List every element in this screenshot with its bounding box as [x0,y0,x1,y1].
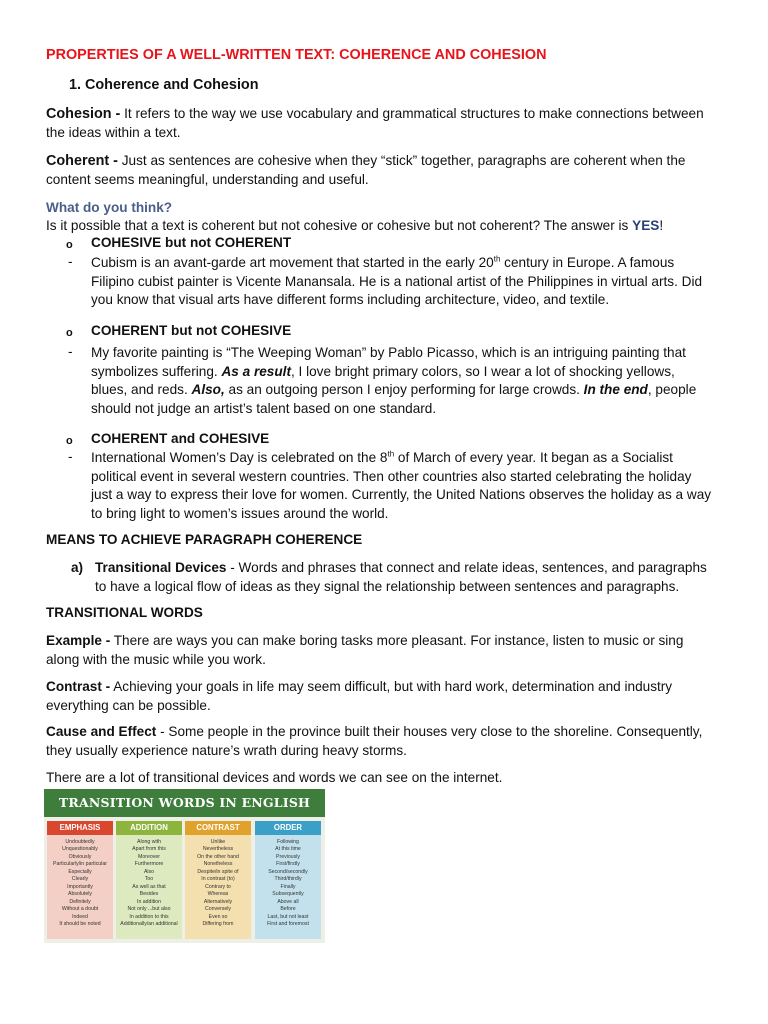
case3-heading: COHERENT and COHESIVE [91,431,270,446]
chart-word: In contrast (to) [201,876,235,883]
chart-word: Unlike [210,839,226,845]
question-end: ! [659,218,664,233]
chart-word: Following [277,839,299,845]
chart-column-header: CONTRAST [185,821,251,835]
chart-word: Despite/in spite of [197,868,239,875]
chart-word: Even so [208,913,228,920]
chart-word: Indeed [72,913,88,920]
emphasis-phrase: In the end [583,382,648,398]
case1-line: century in Europe. A famous [500,255,675,270]
chart-word: Importantly [67,883,93,890]
coherent-term: Coherent - [46,153,118,169]
chart-word: Contrary to [205,883,231,890]
chart-column-header: EMPHASIS [47,821,113,835]
chart-word: Not only ...but also [127,906,171,913]
chart-word: Differing from [202,920,234,927]
case1-line: Filipino cubist painter is Vicente Manansala. He is a national artist of the Philippines in virtual arts. Did [91,273,703,289]
case3-line: political event in several western countries. Then other countries also started celebrating the holiday [91,468,692,484]
cause-effect-term: Cause and Effect [46,724,157,739]
superscript: th [493,254,501,264]
chart-word: Last, but not least [267,913,309,920]
cohesion-definition [46,105,736,142]
chart-column-header: ORDER [255,821,321,835]
chart-column-addition [116,821,182,939]
chart-word: Before [280,906,296,913]
transitional-devices-term: Transitional Devices [95,560,227,575]
chart-word: Along with [137,839,161,845]
chart-word: Third/thirdly [274,876,302,883]
cohesion-text-2: the ideas within a text. [46,124,181,140]
chart-word: First/firstly [276,861,300,868]
chart-word: It should be noted [59,920,101,927]
chart-column-header: ADDITION [116,821,182,835]
case3-line: International Women’s Day is celebrated on the 8 [91,450,388,465]
transition-words-chart [44,789,325,943]
chart-word: Previously [276,853,300,860]
case2-line: My favorite painting is “The Weeping Woman” by Pablo Picasso, which is an intriguing painting that [91,345,686,360]
transitional-devices-definition [95,559,735,596]
contrast-text: Achieving your goals in life may seem difficult, but with hard work, determination and industry [110,679,673,694]
bullet-marker: o [66,435,73,447]
chart-column-emphasis [47,821,113,939]
example-term: Example - [46,633,111,648]
example-text: along with the music while you work. [46,651,266,667]
chart-word: Apart from this [132,846,166,853]
chart-word: Absolutely [68,891,92,898]
case3-line: just a way to express their love for women. Currently, the United Nations observes the holiday as a way [91,487,712,503]
contrast-term: Contrast - [46,679,111,694]
chart-word: Particularly/in particular [53,861,107,868]
chart-word: Furthermore [134,861,164,868]
case2-paragraph [91,344,731,418]
case2-heading: COHERENT but not COHESIVE [91,323,292,338]
case3-paragraph [91,449,731,523]
dash-marker: - [68,254,73,269]
question-text [46,217,736,236]
coherent-text-2: content seems meaningful, understanding and useful. [46,171,369,187]
means-heading: MEANS TO ACHIEVE PARAGRAPH COHERENCE [46,532,363,547]
chart-word: Unquestionably [62,846,98,853]
chart-word: As well as that [132,883,166,890]
emphasis-phrase: Also, [191,382,225,398]
cohesion-term: Cohesion - [46,106,121,122]
chart-word: Finally [280,883,296,890]
closing-text: There are a lot of transitional devices and words we can see on the internet. [46,770,503,785]
dash-marker: - [68,449,73,464]
cause-effect-text: they usually experience nature’s wrath during heavy storms. [46,742,407,758]
chart-word: Definitely [69,898,91,905]
case2-line: blues, and reds. [91,382,192,398]
coherent-text: Just as sentences are cohesive when they “stick” together, paragraphs are coherent when the [117,153,686,168]
chart-word: In addition to this [129,913,169,920]
chart-word: Moreover [138,853,160,860]
chart-word: Obviously [68,853,92,860]
cause-effect-definition [46,723,736,760]
chart-word: Conversely [205,906,231,913]
example-definition [46,632,736,669]
chart-word: Also [143,868,155,875]
chart-word: Second/secondly [268,868,308,875]
case1-line: you know that visual arts have different forms including architecture, video, and textile. [91,292,610,308]
coherent-definition [46,152,736,189]
list-marker: a) [71,560,84,575]
chart-word: Clearly [71,876,89,883]
cause-effect-text: - Some people in the province built their houses very close to the shoreline. Consequently, [156,724,703,739]
case2-line: , people [647,382,697,398]
superscript: th [387,449,395,459]
chart-column-body [116,835,182,939]
emphasis-phrase: As a result [221,363,291,379]
case3-line: of March of every year. It began as a Socialist [394,450,673,465]
contrast-definition [46,678,736,715]
chart-word: At this time [275,846,301,853]
dash-marker: - [68,344,73,359]
chart-column-order [255,821,321,939]
case2-line: , I love bright primary colors, so I wear a lot of shocking yellows, [290,363,675,379]
chart-column-body [185,835,251,939]
case2-line: as an outgoing person I enjoy performing for large crowds. [224,382,584,398]
case1-paragraph [91,254,731,310]
yes-answer: YES [632,218,660,233]
case2-line: symbolizes suffering. [91,363,222,379]
transitional-devices-text: to have a logical flow of ideas as they signal the relationship between sentences and paragraphs. [95,578,680,594]
chart-word: Nonetheless [203,861,233,868]
question-body: Is it possible that a text is coherent but not cohesive or cohesive but not coherent? The answer is [46,218,633,233]
chart-word: Besides [139,891,159,898]
chart-word: Above all [277,898,299,905]
chart-word: Whereas [207,891,229,898]
case2-line: should not judge an artist’s talent based on one standard. [91,400,437,416]
section-heading: 1. Coherence and Cohesion [69,77,259,93]
cohesion-text: It refers to the way we use vocabulary and grammatical structures to make connections between [120,106,704,121]
chart-word: Especially [68,868,92,875]
example-text: There are ways you can make boring tasks more pleasant. For instance, listen to music or sing [110,633,684,648]
chart-column-contrast [185,821,251,939]
chart-column-body [47,835,113,939]
chart-title: TRANSITION WORDS IN ENGLISH [44,789,325,817]
chart-word: Too [144,876,154,883]
case1-heading: COHESIVE but not COHERENT [91,235,292,250]
chart-word: In addition [137,898,161,905]
chart-column-body [255,835,321,939]
case3-line: to bring light to women’s issues around the world. [91,505,389,521]
chart-word: Without a doubt [61,906,99,913]
chart-word: First and foremost [267,920,309,927]
bullet-marker: o [66,327,73,339]
chart-word: Undoubtedly [65,839,95,845]
chart-word: On the other hand [197,853,239,860]
bullet-marker: o [66,239,73,251]
chart-word: Additionally/an additional [120,920,178,927]
case1-line: Cubism is an avant-garde art movement that started in the early 20 [91,255,494,270]
chart-word: Nevertheless [202,846,234,853]
contrast-text: everything can be possible. [46,697,211,713]
page-title: PROPERTIES OF A WELL-WRITTEN TEXT: COHERENCE AND COHESION [46,47,547,63]
transitional-words-heading: TRANSITIONAL WORDS [46,605,203,620]
chart-word: Alternatively [203,898,233,905]
transitional-devices-text: - Words and phrases that connect and relate ideas, sentences, and paragraphs [226,560,707,575]
question-heading: What do you think? [46,200,173,215]
chart-word: Subsequently [272,891,304,898]
